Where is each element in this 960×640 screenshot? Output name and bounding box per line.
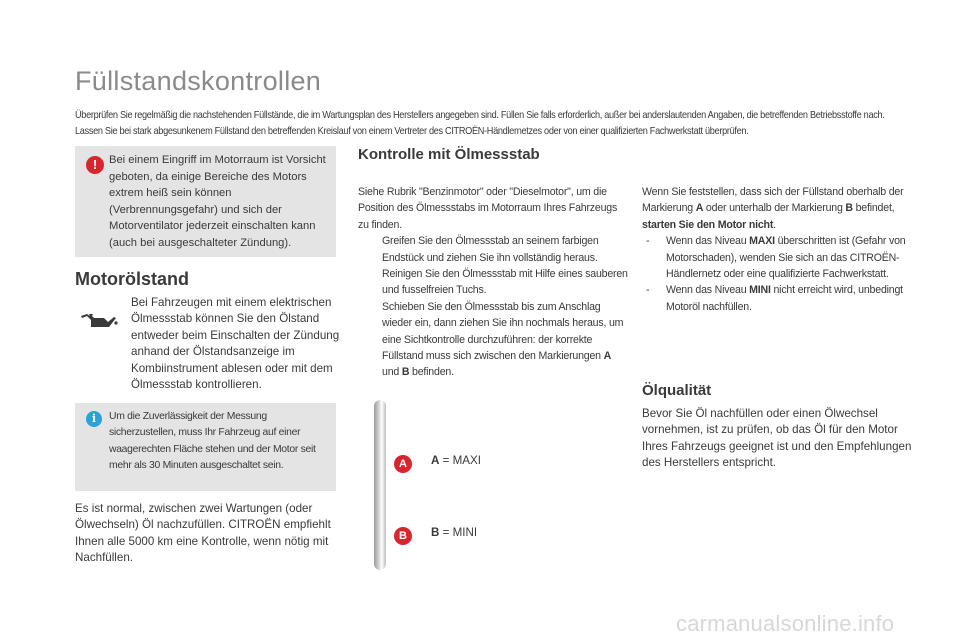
- mark-b-badge: B: [394, 527, 412, 545]
- info-box: [75, 403, 336, 491]
- step-2-text: Reinigen Sie den Ölmessstab mit Hilfe eines sauberen und fusselfreien Tuchs.: [382, 268, 628, 297]
- mark-b-letter: B: [431, 526, 440, 539]
- intro-line-2: Lassen Sie bei stark abgesunkenem Füllstand den betreffenden Kreislauf von einem Vertreter des CITROËN-Händlernetzes oder von einer qualifizierten Fachwerkstatt überprüfen.: [75, 126, 749, 137]
- dipstick-illustration: [374, 400, 386, 570]
- exclamation-icon: !: [86, 156, 104, 174]
- dash-item-maxi: [642, 233, 910, 282]
- step-3: [358, 299, 628, 381]
- intro-paragraph: [75, 108, 885, 140]
- mark-a-letter: A: [431, 454, 440, 467]
- oil-quality-heading: Ölqualität: [642, 382, 712, 399]
- step-3-mark-b: B: [401, 366, 410, 379]
- maxi-text-pre: Wenn das Niveau: [666, 235, 750, 248]
- mark-a-badge: A: [394, 455, 412, 473]
- level-mark-a: A: [695, 202, 704, 215]
- mark-a-value: = MAXI: [439, 454, 481, 467]
- level-warning: starten Sie den Motor nicht: [642, 218, 774, 231]
- level-text-2: oder unterhalb der Markierung: [703, 202, 846, 215]
- maxi-strong: MAXI: [749, 235, 775, 248]
- level-text-4: .: [773, 218, 776, 231]
- level-check-text: [642, 184, 910, 315]
- step-1-text: Greifen Sie den Ölmessstab an seinem farbigen Endstück und ziehen Sie ihn vollständig heraus.: [382, 235, 599, 264]
- step-3-text-post: befinden.: [409, 366, 454, 379]
- motor-oil-text: Bei Fahrzeugen mit einem elektrischen Ölmessstab können Sie den Ölstand entweder beim Einschalten der Zündung anhand der Ölstandsanzeige im Kombiinstrument ablesen oder mit dem Ölmessstab kontrollieren.: [131, 296, 340, 392]
- oil-quality-text: Bevor Sie Öl nachfüllen oder einen Ölwechsel vornehmen, ist zu prüfen, ob das Öl für den Motor Ihres Fahrzeugs geeignet ist und den Empfehlungen des Herstellers entspricht.: [642, 407, 912, 470]
- refill-note: Es ist normal, zwischen zwei Wartungen (oder Ölwechseln) Öl nachzufüllen. CITROËN empfiehlt Ihnen alle 5000 km eine Kontrolle, wenn nötig mit Nachfüllen.: [75, 502, 331, 565]
- level-mark-b: B: [845, 202, 853, 215]
- mini-text-post: nicht erreicht wird, unbedingt Motoröl nachfüllen.: [666, 284, 903, 313]
- mark-b-value: = MINI: [439, 526, 478, 539]
- warning-box: [75, 146, 336, 257]
- warning-text: Bei einem Eingriff im Motorraum ist Vorsicht geboten, da einige Bereiche des Motors extrem heiß sein können (Verbrennungsgefahr) und sich der Motorventilator jederzeit einschalten kann (auch bei ausgeschalteter Zündung).: [109, 154, 326, 249]
- dipstick-intro: Siehe Rubrik "Benzinmotor" oder "Dieselmotor", um die Position des Ölmessstabs im Motorraum Ihres Fahrzeugs zu finden.: [358, 186, 618, 231]
- dipstick-instructions: [358, 184, 628, 381]
- mark-a-label: [431, 454, 481, 467]
- dipstick-heading: Kontrolle mit Ölmessstab: [358, 146, 540, 163]
- watermark: carmanualsonline.info: [676, 611, 895, 636]
- info-icon: i: [86, 411, 102, 427]
- level-text-1: Wenn Sie feststellen, dass sich der Füllstand oberhalb der Markierung: [642, 186, 904, 215]
- level-check-paragraph: [642, 184, 910, 233]
- motor-oil-heading: Motorölstand: [75, 269, 189, 289]
- step-3-mark-a: A: [603, 350, 612, 363]
- oil-can-icon: [80, 310, 118, 332]
- dash-item-mini: [642, 282, 910, 315]
- step-3-text-and: und: [382, 366, 402, 379]
- page-title: Füllstandskontrollen: [75, 66, 322, 96]
- mini-text-pre: Wenn das Niveau: [666, 284, 750, 297]
- step-1: [358, 233, 628, 266]
- mini-strong: MINI: [749, 284, 771, 297]
- intro-line-1: Überprüfen Sie regelmäßig die nachstehenden Füllstände, die im Wartungsplan des Herstellers angegeben sind. Füllen Sie falls erforderlich, außer bei anderslautenden Angaben, die betreffenden Betriebsstoffe nach.: [75, 110, 885, 121]
- mark-b-label: [431, 526, 477, 539]
- step-3-text-pre: Schieben Sie den Ölmessstab bis zum Anschlag wieder ein, dann ziehen Sie ihn nochmals heraus, um eine Sichtkontrolle durchzuführen: der korrekte Füllstand muss sich zwischen den Markierungen: [382, 300, 624, 363]
- dash-marker: -: [646, 235, 650, 248]
- maxi-text-post: überschritten ist (Gefahr von Motorschaden), wenden Sie sich an das CITROËN-Händlernetz oder eine qualifizierte Fachwerkstatt.: [666, 235, 906, 281]
- level-text-3: befindet,: [852, 202, 895, 215]
- dash-marker: -: [646, 284, 650, 297]
- step-2: [358, 266, 628, 299]
- info-text: Um die Zuverlässigkeit der Messung sicherzustellen, muss Ihr Fahrzeug auf einer waagerechten Fläche stehen und der Motor seit mehr als 30 Minuten ausgeschaltet sein.: [109, 411, 316, 472]
